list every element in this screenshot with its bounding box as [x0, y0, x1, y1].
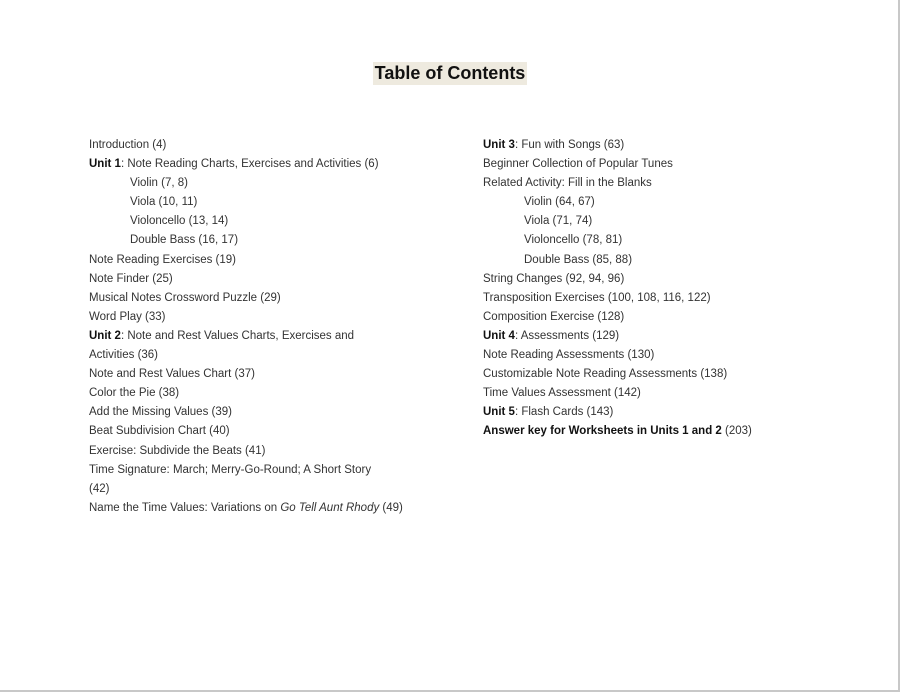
- toc-entry: Name the Time Values: Variations on Go Tell Aunt Rhody (49): [89, 501, 403, 514]
- toc-entry-unit-3: Unit 3: Fun with Songs (63): [483, 139, 625, 151]
- toc-entry-unit-1: Unit 1: Note Reading Charts, Exercises and Activities (6): [89, 158, 379, 171]
- toc-entry-unit-4: Unit 4: Assessments (129): [483, 329, 620, 342]
- toc-entry-indented: Double Bass (16, 17): [130, 234, 239, 247]
- toc-entry: Transposition Exercises (100, 108, 116, 122): [483, 291, 711, 304]
- toc-entry: Note and Rest Values Chart (37): [89, 368, 255, 381]
- toc-entry-indented: Violoncello (78, 81): [524, 234, 623, 247]
- toc-entry: Color the Pie (38): [89, 387, 180, 400]
- toc-right-column: [483, 136, 843, 442]
- toc-entry-indented: Viola (10, 11): [130, 196, 198, 209]
- toc-entry: Beat Subdivision Chart (40): [89, 425, 230, 438]
- toc-entry: Note Reading Assessments (130): [483, 349, 655, 362]
- toc-entry: Note Finder (25): [89, 272, 173, 285]
- toc-entry: Time Values Assessment (142): [483, 387, 641, 400]
- page-title: Table of Contents: [374, 63, 526, 83]
- title-wrapper: [0, 62, 900, 85]
- toc-entry-indented: Viola (71, 74): [524, 215, 593, 228]
- toc-entry: Customizable Note Reading Assessments (138): [483, 368, 728, 381]
- toc-entry: Beginner Collection of Popular Tunes: [483, 158, 673, 171]
- toc-entry-indented: Violin (64, 67): [524, 196, 595, 209]
- toc-entry-indented: Violoncello (13, 14): [130, 215, 229, 228]
- toc-entry: String Changes (92, 94, 96): [483, 272, 625, 285]
- toc-left-column: [89, 136, 449, 518]
- toc-entry: Musical Notes Crossword Puzzle (29): [89, 291, 281, 304]
- toc-entry: Related Activity: Fill in the Blanks: [483, 177, 652, 190]
- toc-entry-unit-5: Unit 5: Flash Cards (143): [483, 406, 614, 419]
- toc-entry-answer-key: Answer key for Worksheets in Units 1 and 2 (203): [483, 425, 752, 438]
- toc-entry: Introduction (4): [89, 139, 167, 151]
- toc-entry: Add the Missing Values (39): [89, 406, 232, 419]
- toc-entry: Word Play (33): [89, 310, 166, 323]
- toc-entry-indented: Violin (7, 8): [130, 177, 188, 190]
- toc-entry: Note Reading Exercises (19): [89, 253, 237, 266]
- toc-entry: Time Signature: March; Merry-Go-Round; A Short Story (42): [89, 463, 372, 495]
- toc-entry-indented: Double Bass (85, 88): [524, 253, 633, 266]
- toc-entry: Exercise: Subdivide the Beats (41): [89, 444, 266, 457]
- toc-entry: Composition Exercise (128): [483, 310, 625, 323]
- toc-entry-unit-2: Unit 2: Note and Rest Values Charts, Exercises and Activities (36): [89, 329, 355, 362]
